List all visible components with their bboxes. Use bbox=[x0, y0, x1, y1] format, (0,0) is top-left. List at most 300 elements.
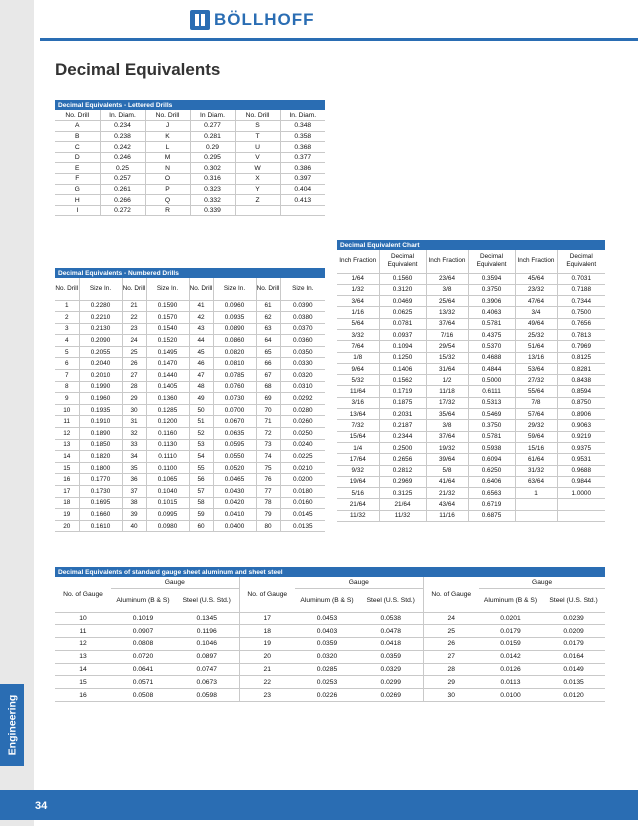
column-header: Size In. bbox=[213, 278, 256, 300]
table-cell: 0.257 bbox=[100, 174, 145, 185]
gauge-group-header: Gauge bbox=[479, 577, 605, 588]
table-cell: 31/32 bbox=[515, 465, 557, 476]
table-cell: 19/64 bbox=[337, 476, 379, 487]
table-cell: 0.0280 bbox=[280, 404, 325, 416]
table-cell: 0.0430 bbox=[213, 486, 256, 498]
table-cell: 0.0508 bbox=[111, 689, 175, 702]
table-cell: 14 bbox=[55, 451, 79, 463]
table-cell: 10 bbox=[55, 612, 111, 625]
table-cell: 0.3906 bbox=[468, 296, 515, 307]
table-cell: 49/64 bbox=[515, 318, 557, 329]
table-cell: 13/64 bbox=[337, 409, 379, 420]
table-cell: 69 bbox=[256, 393, 280, 405]
table-cell: 15 bbox=[55, 676, 111, 689]
table-cell: B bbox=[55, 131, 100, 142]
table-cell: 0.2969 bbox=[379, 476, 426, 487]
table-row bbox=[337, 352, 605, 363]
column-header: No. Drill bbox=[55, 278, 79, 300]
table-cell: 11/18 bbox=[426, 386, 468, 397]
table-row bbox=[55, 486, 325, 498]
table-cell: 57/64 bbox=[515, 409, 557, 420]
table-cell: 0.3594 bbox=[468, 273, 515, 284]
table-cell: 0.238 bbox=[100, 131, 145, 142]
column-header: Size In. bbox=[146, 278, 189, 300]
table-cell: 0.0360 bbox=[280, 335, 325, 347]
table-cell: 0.0179 bbox=[479, 625, 542, 638]
table-cell: 1/16 bbox=[337, 307, 379, 318]
table-cell: 16 bbox=[55, 474, 79, 486]
table-cell: 0.0370 bbox=[280, 323, 325, 335]
table-cell: 0.0149 bbox=[542, 663, 605, 676]
table-cell: 28 bbox=[122, 381, 146, 393]
table-row bbox=[55, 381, 325, 393]
table-cell: 80 bbox=[256, 520, 280, 532]
table-cell: 0.0730 bbox=[213, 393, 256, 405]
table-cell: 27/32 bbox=[515, 375, 557, 386]
column-header: In. Diam. bbox=[100, 110, 145, 121]
table-cell: M bbox=[145, 152, 190, 163]
table-cell: 0.1250 bbox=[379, 352, 426, 363]
table-row bbox=[55, 689, 605, 702]
table-cell: I bbox=[55, 205, 100, 216]
table-cell: 11/32 bbox=[379, 510, 426, 521]
table-cell: 0.0299 bbox=[359, 676, 423, 689]
table-cell: X bbox=[235, 174, 280, 185]
table-row bbox=[55, 121, 325, 132]
column-header: No. of Gauge bbox=[239, 577, 295, 612]
table-cell: 35/64 bbox=[426, 409, 468, 420]
column-header: Inch Fraction bbox=[515, 250, 557, 273]
table-cell: 5/8 bbox=[426, 465, 468, 476]
table-row bbox=[337, 284, 605, 295]
table-cell: 43/64 bbox=[426, 499, 468, 510]
table-cell: 0.7969 bbox=[557, 341, 605, 352]
table-cell: 30 bbox=[423, 689, 479, 702]
table-cell: 47 bbox=[189, 370, 213, 382]
table-cell: 0.0350 bbox=[280, 346, 325, 358]
table-cell: 49 bbox=[189, 393, 213, 405]
table-cell: 29 bbox=[423, 676, 479, 689]
table-cell: 14 bbox=[55, 663, 111, 676]
table-cell: 0.7031 bbox=[557, 273, 605, 284]
table-cell: 26 bbox=[423, 638, 479, 651]
column-header: No. Drill bbox=[256, 278, 280, 300]
table-cell: 63/64 bbox=[515, 476, 557, 487]
table-cell: 52 bbox=[189, 428, 213, 440]
table-cell: 0.1470 bbox=[146, 358, 189, 370]
table-cell: 65 bbox=[256, 346, 280, 358]
table-row bbox=[55, 462, 325, 474]
table-row bbox=[55, 131, 325, 142]
decimal-equivalent-chart-table bbox=[337, 240, 605, 522]
column-header: No. of Gauge bbox=[55, 577, 111, 612]
table-cell: J bbox=[145, 121, 190, 132]
table-cell: 0.0292 bbox=[280, 393, 325, 405]
table-cell: 18 bbox=[239, 625, 295, 638]
table-cell: 0.0808 bbox=[111, 638, 175, 651]
table-cell: 29 bbox=[122, 393, 146, 405]
table-cell: 17 bbox=[55, 486, 79, 498]
column-header: Inch Fraction bbox=[426, 250, 468, 273]
table-cell: 0.1770 bbox=[79, 474, 122, 486]
table-cell: 0.1405 bbox=[146, 381, 189, 393]
table-cell: G bbox=[55, 184, 100, 195]
table-cell: 0.2280 bbox=[79, 300, 122, 312]
table-cell: 0.1730 bbox=[79, 486, 122, 498]
table-cell: 0.368 bbox=[280, 142, 325, 153]
table-row bbox=[337, 363, 605, 374]
table-cell: 0.348 bbox=[280, 121, 325, 132]
header-bar bbox=[40, 0, 630, 38]
table-cell: 70 bbox=[256, 404, 280, 416]
table-cell: 17/32 bbox=[426, 397, 468, 408]
table-cell: 0.1610 bbox=[79, 520, 122, 532]
table-cell: 0.1800 bbox=[79, 462, 122, 474]
table-cell: 0.0747 bbox=[175, 663, 239, 676]
table-row bbox=[337, 273, 605, 284]
table-cell: 0.0210 bbox=[280, 462, 325, 474]
column-header: Aluminum (B & S) bbox=[295, 588, 359, 612]
table-cell: 0.0598 bbox=[175, 689, 239, 702]
table-cell: 0.1495 bbox=[146, 346, 189, 358]
column-header: No. Drill bbox=[189, 278, 213, 300]
table-cell: 3/16 bbox=[337, 397, 379, 408]
table-cell: 0.377 bbox=[280, 152, 325, 163]
column-header: Size In. bbox=[79, 278, 122, 300]
table-cell: 0.266 bbox=[100, 195, 145, 206]
table-row bbox=[55, 428, 325, 440]
table-cell: 0.0253 bbox=[295, 676, 359, 689]
table-row bbox=[55, 612, 605, 625]
footer-bar bbox=[0, 790, 638, 820]
table-cell: 13 bbox=[55, 650, 111, 663]
column-header: Inch Fraction bbox=[337, 250, 379, 273]
table-cell: 0.1935 bbox=[79, 404, 122, 416]
table-cell: 50 bbox=[189, 404, 213, 416]
table-cell: 0.0641 bbox=[111, 663, 175, 676]
table-cell: 0.5000 bbox=[468, 375, 515, 386]
table-cell: 58 bbox=[189, 497, 213, 509]
table-cell: 0.0226 bbox=[295, 689, 359, 702]
table-cell: 1/64 bbox=[337, 273, 379, 284]
table-cell: 24 bbox=[122, 335, 146, 347]
table-cell: 0.1100 bbox=[146, 462, 189, 474]
table-cell: 17/64 bbox=[337, 454, 379, 465]
lettered-drills-caption: Decimal Equivalents - Lettered Drills bbox=[55, 100, 325, 110]
table-cell: 41 bbox=[189, 300, 213, 312]
table-cell: W bbox=[235, 163, 280, 174]
table-cell: 0.29 bbox=[190, 142, 235, 153]
table-cell: 0.0400 bbox=[213, 520, 256, 532]
column-header: Decimal Equivalent bbox=[468, 250, 515, 273]
table-cell: 0.358 bbox=[280, 131, 325, 142]
table-cell: 47/64 bbox=[515, 296, 557, 307]
table-cell: 0.0320 bbox=[295, 650, 359, 663]
table-cell: 0.7656 bbox=[557, 318, 605, 329]
table-cell: H bbox=[55, 195, 100, 206]
table-cell: 55 bbox=[189, 462, 213, 474]
table-cell: 0.0810 bbox=[213, 358, 256, 370]
table-cell: 0.413 bbox=[280, 195, 325, 206]
table-cell: 0.0250 bbox=[280, 428, 325, 440]
table-cell: 0.234 bbox=[100, 121, 145, 132]
table-cell: 0.281 bbox=[190, 131, 235, 142]
table-cell: A bbox=[55, 121, 100, 132]
table-row bbox=[55, 474, 325, 486]
table-cell: 13 bbox=[55, 439, 79, 451]
table-row bbox=[55, 184, 325, 195]
table-cell: 0.0359 bbox=[295, 638, 359, 651]
table-cell: 0.8281 bbox=[557, 363, 605, 374]
column-header: Size In. bbox=[280, 278, 325, 300]
table-cell: 0.0935 bbox=[213, 312, 256, 324]
table-cell: 0.0285 bbox=[295, 663, 359, 676]
table-cell: 23 bbox=[239, 689, 295, 702]
column-header: In. Diam. bbox=[280, 110, 325, 121]
table-cell: 0.1719 bbox=[379, 386, 426, 397]
table-cell: 23/32 bbox=[515, 284, 557, 295]
table-cell: 0.9844 bbox=[557, 476, 605, 487]
table-cell: 0.3120 bbox=[379, 284, 426, 295]
table-cell: 12 bbox=[55, 638, 111, 651]
table-row bbox=[337, 397, 605, 408]
table-cell: 76 bbox=[256, 474, 280, 486]
table-cell: 0.8750 bbox=[557, 397, 605, 408]
table-cell: 1.0000 bbox=[557, 488, 605, 499]
table-cell: 41/64 bbox=[426, 476, 468, 487]
gauge-table bbox=[55, 567, 605, 702]
table-row bbox=[337, 386, 605, 397]
table-cell: 64 bbox=[256, 335, 280, 347]
table-cell: 0.0700 bbox=[213, 404, 256, 416]
table-cell: F bbox=[55, 174, 100, 185]
table-cell: 0.0120 bbox=[542, 689, 605, 702]
table-cell: 0.316 bbox=[190, 174, 235, 185]
table-cell: 77 bbox=[256, 486, 280, 498]
table-cell: 0.9219 bbox=[557, 431, 605, 442]
table-cell bbox=[235, 205, 280, 216]
table-row bbox=[337, 488, 605, 499]
table-cell: 33 bbox=[122, 439, 146, 451]
table-cell: 1/2 bbox=[426, 375, 468, 386]
table-row bbox=[55, 650, 605, 663]
table-cell: N bbox=[145, 163, 190, 174]
table-cell: 5/32 bbox=[337, 375, 379, 386]
table-cell: 0.0200 bbox=[280, 474, 325, 486]
table-cell: 66 bbox=[256, 358, 280, 370]
table-cell: 0.1360 bbox=[146, 393, 189, 405]
table-cell: 0.2344 bbox=[379, 431, 426, 442]
table-cell: 0.0390 bbox=[280, 300, 325, 312]
table-cell: 0.332 bbox=[190, 195, 235, 206]
table-cell: 2 bbox=[55, 312, 79, 324]
column-header: Aluminum (B & S) bbox=[479, 588, 542, 612]
section-tab-label-wrap bbox=[0, 684, 24, 766]
table-cell: 0.1590 bbox=[146, 300, 189, 312]
table-cell: 38 bbox=[122, 497, 146, 509]
table-cell: 0.0720 bbox=[111, 650, 175, 663]
table-cell: 0.0320 bbox=[280, 370, 325, 382]
table-cell: 0.0209 bbox=[542, 625, 605, 638]
table-cell: 0.1196 bbox=[175, 625, 239, 638]
table-cell: 0.7500 bbox=[557, 307, 605, 318]
table-cell: 0.386 bbox=[280, 163, 325, 174]
table-cell: 0.0860 bbox=[213, 335, 256, 347]
table-cell: 0.1285 bbox=[146, 404, 189, 416]
table-cell bbox=[557, 510, 605, 521]
table-cell: 0.9375 bbox=[557, 442, 605, 453]
column-header: Decimal Equivalent bbox=[557, 250, 605, 273]
table-cell: 0.1960 bbox=[79, 393, 122, 405]
table-cell: 0.2210 bbox=[79, 312, 122, 324]
table-cell: 0.339 bbox=[190, 205, 235, 216]
table-cell: 0.0420 bbox=[213, 497, 256, 509]
column-header: No. Drill bbox=[55, 110, 100, 121]
gauge-group-header: Gauge bbox=[111, 577, 239, 588]
table-cell: 7/8 bbox=[515, 397, 557, 408]
table-cell: 0.7813 bbox=[557, 329, 605, 340]
table-cell: 0.0100 bbox=[479, 689, 542, 702]
table-cell: 0.1065 bbox=[146, 474, 189, 486]
table-cell: 0.2031 bbox=[379, 409, 426, 420]
table-cell: 0.8594 bbox=[557, 386, 605, 397]
table-cell: 39 bbox=[122, 509, 146, 521]
table-cell: 60 bbox=[189, 520, 213, 532]
table-cell: 0.4688 bbox=[468, 352, 515, 363]
table-cell: 12 bbox=[55, 428, 79, 440]
table-cell: 0.0142 bbox=[479, 650, 542, 663]
table-row bbox=[337, 510, 605, 521]
table-cell: 0.0980 bbox=[146, 520, 189, 532]
table-cell: 32 bbox=[122, 428, 146, 440]
table-cell: 22 bbox=[122, 312, 146, 324]
table-cell: 42 bbox=[189, 312, 213, 324]
column-header: No. Drill bbox=[235, 110, 280, 121]
table-cell: 51/64 bbox=[515, 341, 557, 352]
table-cell: 72 bbox=[256, 428, 280, 440]
table-row bbox=[55, 638, 605, 651]
table-row bbox=[337, 341, 605, 352]
table-cell: 0.0240 bbox=[280, 439, 325, 451]
table-cell: 20 bbox=[55, 520, 79, 532]
table-cell: 13/16 bbox=[515, 352, 557, 363]
table-cell: 0.0403 bbox=[295, 625, 359, 638]
table-cell: 0.6719 bbox=[468, 499, 515, 510]
table-cell: 0.7188 bbox=[557, 284, 605, 295]
table-cell: 75 bbox=[256, 462, 280, 474]
table-cell: 21/64 bbox=[337, 499, 379, 510]
table-row bbox=[55, 509, 325, 521]
table-cell: 0.0995 bbox=[146, 509, 189, 521]
table-cell: 0.2090 bbox=[79, 335, 122, 347]
table-row bbox=[55, 195, 325, 206]
numbered-header-row bbox=[55, 278, 325, 300]
table-cell: 0.5469 bbox=[468, 409, 515, 420]
table-cell: 3/32 bbox=[337, 329, 379, 340]
table-cell: 36 bbox=[122, 474, 146, 486]
table-row bbox=[55, 346, 325, 358]
table-cell: 0.0785 bbox=[213, 370, 256, 382]
table-cell: 0.1015 bbox=[146, 497, 189, 509]
table-row bbox=[337, 454, 605, 465]
table-cell: 37/64 bbox=[426, 318, 468, 329]
table-cell: 1 bbox=[515, 488, 557, 499]
table-cell: 0.1850 bbox=[79, 439, 122, 451]
table-cell: 0.2500 bbox=[379, 442, 426, 453]
column-header: Steel (U.S. Std.) bbox=[359, 588, 423, 612]
table-cell: 51 bbox=[189, 416, 213, 428]
table-row bbox=[337, 318, 605, 329]
table-row bbox=[55, 451, 325, 463]
table-cell: 40 bbox=[122, 520, 146, 532]
table-cell: 7/32 bbox=[337, 420, 379, 431]
table-row bbox=[337, 465, 605, 476]
table-row bbox=[55, 663, 605, 676]
table-row bbox=[55, 439, 325, 451]
table-cell: 79 bbox=[256, 509, 280, 521]
table-cell: 0.0260 bbox=[280, 416, 325, 428]
table-row bbox=[337, 420, 605, 431]
table-cell: P bbox=[145, 184, 190, 195]
column-header: Decimal Equivalent bbox=[379, 250, 426, 273]
table-cell: 53 bbox=[189, 439, 213, 451]
table-cell: 0.0673 bbox=[175, 676, 239, 689]
table-cell: 0.5781 bbox=[468, 431, 515, 442]
gauge-caption: Decimal Equivalents of standard gauge sheet aluminum and sheet steel bbox=[55, 567, 605, 577]
table-cell: 13/32 bbox=[426, 307, 468, 318]
table-row bbox=[55, 497, 325, 509]
table-cell: 23 bbox=[122, 323, 146, 335]
table-cell: 11 bbox=[55, 416, 79, 428]
table-cell: 55/64 bbox=[515, 386, 557, 397]
table-cell: 0.0890 bbox=[213, 323, 256, 335]
table-cell: 67 bbox=[256, 370, 280, 382]
brand-logo-icon bbox=[190, 10, 210, 30]
table-cell: 0.5370 bbox=[468, 341, 515, 352]
table-cell: 11/64 bbox=[337, 386, 379, 397]
table-cell: 0.0410 bbox=[213, 509, 256, 521]
decimal-chart-caption: Decimal Equivalent Chart bbox=[337, 240, 605, 250]
table-row bbox=[337, 442, 605, 453]
table-cell: 0.1406 bbox=[379, 363, 426, 374]
table-cell: 57 bbox=[189, 486, 213, 498]
table-cell: 0.2010 bbox=[79, 370, 122, 382]
table-cell: 0.246 bbox=[100, 152, 145, 163]
table-cell: 0.0239 bbox=[542, 612, 605, 625]
table-cell: 0.6563 bbox=[468, 488, 515, 499]
table-cell: 0.0418 bbox=[359, 638, 423, 651]
table-cell: 0.5313 bbox=[468, 397, 515, 408]
table-cell: 1 bbox=[55, 300, 79, 312]
table-cell: 0.6406 bbox=[468, 476, 515, 487]
table-cell: 0.1440 bbox=[146, 370, 189, 382]
table-cell: 56 bbox=[189, 474, 213, 486]
table-row bbox=[337, 307, 605, 318]
table-cell: 35 bbox=[122, 462, 146, 474]
table-cell: 0.0907 bbox=[111, 625, 175, 638]
table-cell: 61/64 bbox=[515, 454, 557, 465]
table-cell: 0.0820 bbox=[213, 346, 256, 358]
table-row bbox=[55, 312, 325, 324]
table-cell: 0.323 bbox=[190, 184, 235, 195]
table-cell: 0.0179 bbox=[542, 638, 605, 651]
table-cell: 3 bbox=[55, 323, 79, 335]
table-cell: 62 bbox=[256, 312, 280, 324]
brand-name: BÖLLHOFF bbox=[214, 10, 315, 29]
table-cell: 61 bbox=[256, 300, 280, 312]
table-cell: 0.0960 bbox=[213, 300, 256, 312]
table-cell: Q bbox=[145, 195, 190, 206]
